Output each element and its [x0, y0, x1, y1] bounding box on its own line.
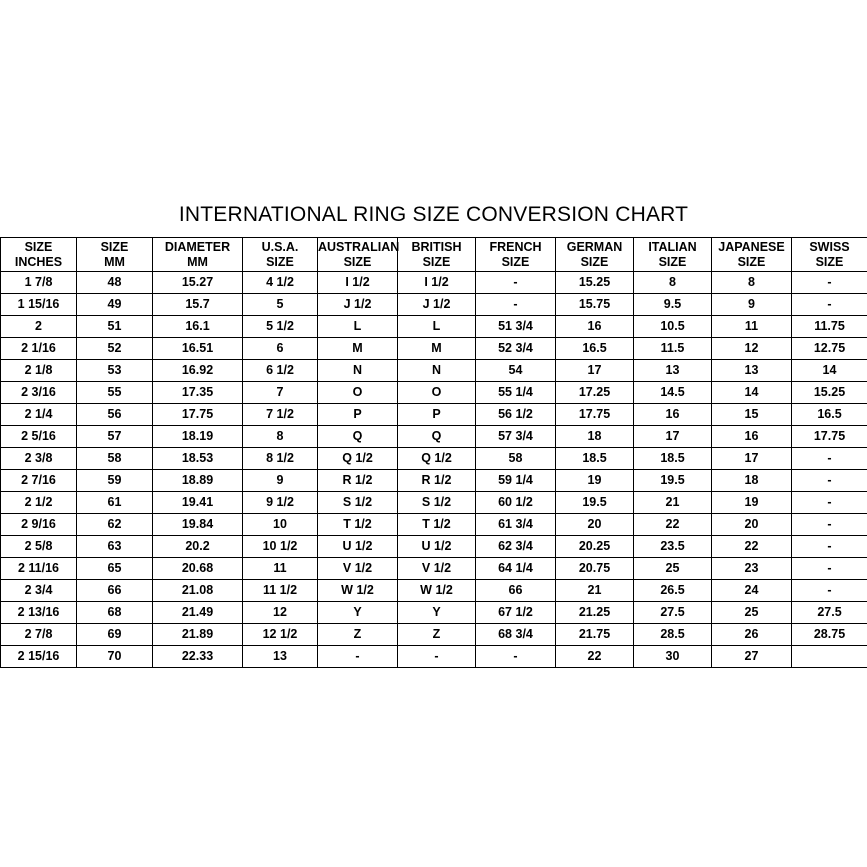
table-cell: 5 1/2 [243, 316, 318, 338]
table-cell: O [318, 382, 398, 404]
table-cell: - [792, 514, 867, 536]
table-cell: 6 [243, 338, 318, 360]
table-cell: 18 [712, 470, 792, 492]
table-row [1, 646, 867, 668]
table-cell: 57 3/4 [476, 426, 556, 448]
table-cell: W 1/2 [318, 580, 398, 602]
table-cell: 10.5 [634, 316, 712, 338]
table-cell: 55 [77, 382, 153, 404]
table-cell: 16 [634, 404, 712, 426]
table-cell: 1 15/16 [1, 294, 77, 316]
header-row [1, 238, 867, 272]
table-cell: 15 [712, 404, 792, 426]
table-row [1, 536, 867, 558]
table-cell: 28.75 [792, 624, 867, 646]
table-cell: 18 [556, 426, 634, 448]
table-cell: 2 7/16 [1, 470, 77, 492]
table-cell: 18.53 [153, 448, 243, 470]
table-cell: 20.25 [556, 536, 634, 558]
table-cell: 2 3/16 [1, 382, 77, 404]
table-cell: 22 [556, 646, 634, 668]
table-cell: 13 [243, 646, 318, 668]
table-cell: 13 [712, 360, 792, 382]
table-row [1, 338, 867, 360]
column-header-line2: SIZE [501, 254, 530, 269]
table-row [1, 558, 867, 580]
table-cell: J 1/2 [318, 294, 398, 316]
table-body [1, 272, 867, 668]
table-cell: 6 1/2 [243, 360, 318, 382]
table-cell: 9 [243, 470, 318, 492]
table-cell: 13 [634, 360, 712, 382]
column-header-line1: U.S.A. [261, 240, 299, 255]
table-row [1, 492, 867, 514]
table-cell: Q [318, 426, 398, 448]
table-cell: 60 1/2 [476, 492, 556, 514]
column-header-line1: BRITISH [411, 240, 462, 255]
table-cell: M [318, 338, 398, 360]
table-cell: 8 [634, 272, 712, 294]
table-cell: R 1/2 [398, 470, 476, 492]
table-cell: 19 [712, 492, 792, 514]
column-header [712, 238, 792, 272]
table-cell: 28.5 [634, 624, 712, 646]
table-cell: 19.5 [634, 470, 712, 492]
ring-size-conversion-table [0, 237, 867, 668]
table-cell: 18.5 [556, 448, 634, 470]
table-cell: Y [318, 602, 398, 624]
table-cell: - [792, 536, 867, 558]
table-cell: 21.08 [153, 580, 243, 602]
column-header-line1: AUSTRALIAN [318, 240, 400, 255]
table-cell: 68 3/4 [476, 624, 556, 646]
table-cell: 2 3/8 [1, 448, 77, 470]
table-cell: - [792, 448, 867, 470]
column-header-line2: SIZE [343, 254, 372, 269]
table-cell: 15.27 [153, 272, 243, 294]
table-cell: 21.89 [153, 624, 243, 646]
column-header-line2: SIZE [737, 254, 766, 269]
table-cell: 11.5 [634, 338, 712, 360]
table-cell: 51 [77, 316, 153, 338]
table-cell: 18.19 [153, 426, 243, 448]
table-cell: 19.84 [153, 514, 243, 536]
table-cell: 17.75 [556, 404, 634, 426]
table-cell: 10 1/2 [243, 536, 318, 558]
table-cell: Z [318, 624, 398, 646]
table-cell: - [476, 294, 556, 316]
table-cell: 54 [476, 360, 556, 382]
table-cell: 62 3/4 [476, 536, 556, 558]
table-cell: 2 13/16 [1, 602, 77, 624]
table-cell: 12.75 [792, 338, 867, 360]
table-cell: 17 [634, 426, 712, 448]
table-cell: 9 1/2 [243, 492, 318, 514]
table-cell: 19 [556, 470, 634, 492]
table-cell: 52 3/4 [476, 338, 556, 360]
column-header [1, 238, 77, 272]
table-cell: 20 [556, 514, 634, 536]
table-cell: 56 1/2 [476, 404, 556, 426]
table-cell: 65 [77, 558, 153, 580]
table-cell: V 1/2 [318, 558, 398, 580]
table-cell: 18.89 [153, 470, 243, 492]
table-cell: 27.5 [792, 602, 867, 624]
table-cell: 17.75 [792, 426, 867, 448]
table-cell: 20.2 [153, 536, 243, 558]
table-cell: 27.5 [634, 602, 712, 624]
table-cell: 16 [712, 426, 792, 448]
table-cell: 59 1/4 [476, 470, 556, 492]
table-cell: 17 [712, 448, 792, 470]
table-row [1, 426, 867, 448]
table-cell: 66 [77, 580, 153, 602]
column-header-line2: INCHES [14, 254, 63, 269]
table-row [1, 448, 867, 470]
table-row [1, 470, 867, 492]
table-cell: 51 3/4 [476, 316, 556, 338]
table-cell: 21 [634, 492, 712, 514]
table-cell: 70 [77, 646, 153, 668]
table-cell: 4 1/2 [243, 272, 318, 294]
table-cell: 2 1/2 [1, 492, 77, 514]
column-header [556, 238, 634, 272]
column-header-line2: MM [104, 254, 125, 269]
table-cell: 15.25 [792, 382, 867, 404]
table-row [1, 272, 867, 294]
table-cell: 8 1/2 [243, 448, 318, 470]
table-cell: 20.68 [153, 558, 243, 580]
table-cell: 16.1 [153, 316, 243, 338]
table-cell: 58 [77, 448, 153, 470]
table-cell: 14 [712, 382, 792, 404]
table-cell: 26 [712, 624, 792, 646]
table-cell: - [318, 646, 398, 668]
column-header-line2: SIZE [580, 254, 609, 269]
table-cell: 53 [77, 360, 153, 382]
table-cell: 21.25 [556, 602, 634, 624]
table-cell: N [318, 360, 398, 382]
table-cell: 16.5 [792, 404, 867, 426]
table-cell: U 1/2 [398, 536, 476, 558]
table-row [1, 580, 867, 602]
table-cell: 17.75 [153, 404, 243, 426]
table-cell: P [318, 404, 398, 426]
table-cell: 20 [712, 514, 792, 536]
table-cell: 12 1/2 [243, 624, 318, 646]
table-cell: 14 [792, 360, 867, 382]
table-cell: 2 1/4 [1, 404, 77, 426]
table-cell: 30 [634, 646, 712, 668]
table-cell: 22.33 [153, 646, 243, 668]
table-cell: Z [398, 624, 476, 646]
table-cell: R 1/2 [318, 470, 398, 492]
table-cell: 17 [556, 360, 634, 382]
table-cell: 1 7/8 [1, 272, 77, 294]
table-cell: 48 [77, 272, 153, 294]
table-row [1, 294, 867, 316]
table-cell: 64 1/4 [476, 558, 556, 580]
column-header-line1: DIAMETER [164, 240, 231, 255]
table-cell: 66 [476, 580, 556, 602]
table-cell: 14.5 [634, 382, 712, 404]
table-cell [792, 646, 867, 668]
table-row [1, 514, 867, 536]
table-cell: - [398, 646, 476, 668]
table-cell: 59 [77, 470, 153, 492]
table-cell: Q [398, 426, 476, 448]
table-cell: 19.5 [556, 492, 634, 514]
table-cell: S 1/2 [318, 492, 398, 514]
table-cell: 2 5/8 [1, 536, 77, 558]
table-cell: - [476, 646, 556, 668]
table-cell: 16.92 [153, 360, 243, 382]
table-cell: P [398, 404, 476, 426]
table-cell: 26.5 [634, 580, 712, 602]
table-cell: - [476, 272, 556, 294]
column-header-line2: SIZE [658, 254, 687, 269]
table-cell: T 1/2 [318, 514, 398, 536]
table-cell: 2 1/8 [1, 360, 77, 382]
table-cell: 2 [1, 316, 77, 338]
table-cell: T 1/2 [398, 514, 476, 536]
column-header-line1: SIZE [24, 240, 53, 255]
table-cell: 55 1/4 [476, 382, 556, 404]
table-cell: Y [398, 602, 476, 624]
table-cell: 8 [243, 426, 318, 448]
table-cell: 25 [712, 602, 792, 624]
column-header-line2: SIZE [422, 254, 451, 269]
table-cell: U 1/2 [318, 536, 398, 558]
table-cell: 11 1/2 [243, 580, 318, 602]
table-cell: - [792, 294, 867, 316]
table-cell: 11 [712, 316, 792, 338]
table-cell: 63 [77, 536, 153, 558]
table-cell: 18.5 [634, 448, 712, 470]
table-cell: 16.51 [153, 338, 243, 360]
table-cell: 58 [476, 448, 556, 470]
column-header-line1: JAPANESE [718, 240, 785, 255]
table-cell: 16.5 [556, 338, 634, 360]
table-cell: 21.49 [153, 602, 243, 624]
column-header [634, 238, 712, 272]
table-cell: 12 [712, 338, 792, 360]
table-cell: M [398, 338, 476, 360]
table-cell: 2 1/16 [1, 338, 77, 360]
column-header [476, 238, 556, 272]
table-cell: L [398, 316, 476, 338]
table-row [1, 360, 867, 382]
table-cell: 57 [77, 426, 153, 448]
column-header [318, 238, 398, 272]
table-cell: - [792, 470, 867, 492]
table-cell: 15.75 [556, 294, 634, 316]
column-header [153, 238, 243, 272]
table-cell: 22 [712, 536, 792, 558]
column-header [243, 238, 318, 272]
table-cell: 2 3/4 [1, 580, 77, 602]
column-header [398, 238, 476, 272]
column-header-line1: FRENCH [489, 240, 542, 255]
table-cell: 23 [712, 558, 792, 580]
table-cell: 9 [712, 294, 792, 316]
table-cell: 25 [634, 558, 712, 580]
table-cell: 2 5/16 [1, 426, 77, 448]
table-cell: S 1/2 [398, 492, 476, 514]
table-row [1, 316, 867, 338]
chart-title: INTERNATIONAL RING SIZE CONVERSION CHART [178, 203, 689, 226]
column-header [77, 238, 153, 272]
table-cell: 17.35 [153, 382, 243, 404]
table-cell: O [398, 382, 476, 404]
table-cell: 62 [77, 514, 153, 536]
table-cell: 12 [243, 602, 318, 624]
column-header-line2: SIZE [266, 254, 294, 269]
table-cell: 11 [243, 558, 318, 580]
table-cell: 2 15/16 [1, 646, 77, 668]
table-cell: I 1/2 [398, 272, 476, 294]
table-cell: 15.7 [153, 294, 243, 316]
ring-size-chart [0, 203, 867, 668]
table-row [1, 382, 867, 404]
table-cell: W 1/2 [398, 580, 476, 602]
table-cell: Q 1/2 [398, 448, 476, 470]
table-cell: 23.5 [634, 536, 712, 558]
table-row [1, 602, 867, 624]
table-cell: 15.25 [556, 272, 634, 294]
table-cell: 19.41 [153, 492, 243, 514]
table-cell: 2 7/8 [1, 624, 77, 646]
table-row [1, 404, 867, 426]
table-cell: 16 [556, 316, 634, 338]
column-header [792, 238, 867, 272]
table-cell: - [792, 272, 867, 294]
table-cell: 2 9/16 [1, 514, 77, 536]
table-row [1, 624, 867, 646]
table-cell: 61 [77, 492, 153, 514]
table-cell: 11.75 [792, 316, 867, 338]
table-cell: I 1/2 [318, 272, 398, 294]
table-cell: 21 [556, 580, 634, 602]
column-header-line1: ITALIAN [648, 240, 697, 255]
table-cell: 5 [243, 294, 318, 316]
table-cell: 61 3/4 [476, 514, 556, 536]
table-cell: 20.75 [556, 558, 634, 580]
table-cell: - [792, 558, 867, 580]
table-cell: 24 [712, 580, 792, 602]
column-header-line1: SWISS [809, 240, 850, 255]
table-cell: - [792, 580, 867, 602]
table-cell: 49 [77, 294, 153, 316]
table-cell: 7 [243, 382, 318, 404]
table-cell: 27 [712, 646, 792, 668]
table-cell: 52 [77, 338, 153, 360]
table-header [1, 238, 867, 272]
table-cell: Q 1/2 [318, 448, 398, 470]
table-cell: 8 [712, 272, 792, 294]
table-cell: 9.5 [634, 294, 712, 316]
column-header-line2: SIZE [815, 254, 844, 269]
table-cell: 17.25 [556, 382, 634, 404]
table-cell: J 1/2 [398, 294, 476, 316]
column-header-line1: GERMAN [566, 240, 623, 255]
column-header-line1: SIZE [100, 240, 129, 255]
table-cell: 21.75 [556, 624, 634, 646]
table-cell: 69 [77, 624, 153, 646]
table-cell: L [318, 316, 398, 338]
table-cell: 68 [77, 602, 153, 624]
table-cell: 2 11/16 [1, 558, 77, 580]
table-cell: 7 1/2 [243, 404, 318, 426]
table-cell: V 1/2 [398, 558, 476, 580]
table-cell: 10 [243, 514, 318, 536]
table-cell: N [398, 360, 476, 382]
table-cell: 56 [77, 404, 153, 426]
column-header-line2: MM [187, 254, 208, 269]
table-cell: 22 [634, 514, 712, 536]
table-cell: - [792, 492, 867, 514]
table-cell: 67 1/2 [476, 602, 556, 624]
